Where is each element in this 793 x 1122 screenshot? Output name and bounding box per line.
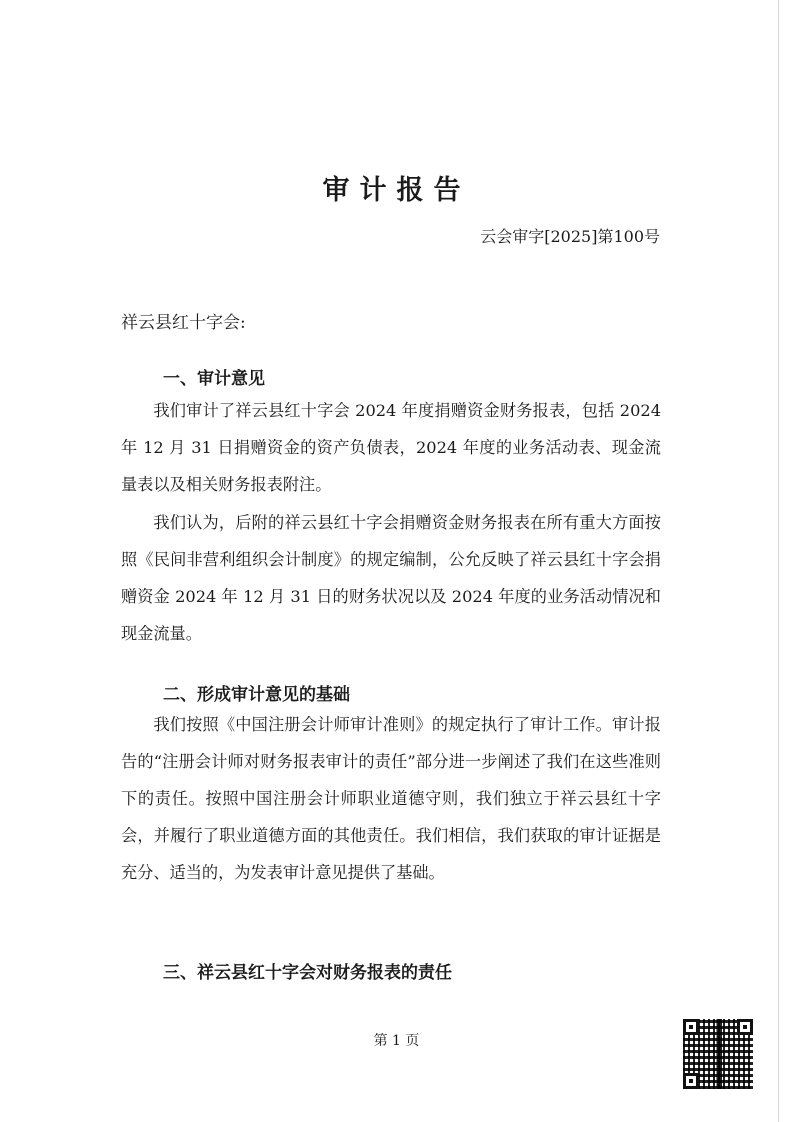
section-heading-audit-opinion: 一、审计意见 (163, 369, 265, 389)
section-heading-basis: 二、形成审计意见的基础 (163, 685, 350, 705)
qr-code-icon (683, 1019, 753, 1089)
qr-finder-icon (683, 1073, 699, 1089)
addressee: 祥云县红十字会: (121, 313, 246, 333)
paragraph-basis: 我们按照《中国注册会计师审计准则》的规定执行了审计工作。审计报告的“注册会计师对财务报表审计的责任”部分进一步阐述了我们在这些准则下的责任。按照中国注册会计师职业道德守则，我们独立于祥云县红十字会，并履行了职业道德方面的其他责任。我们相信，我们获取的审计证据是充分、适当的，为发表审计意见提供了基础。 (121, 715, 661, 882)
paragraph-opinion-statement: 我们认为，后附的祥云县红十字会捐赠资金财务报表在所有重大方面按照《民间非营利组织会计制度》的规定编制，公允反映了祥云县红十字会捐赠资金 2024 年 12 月 31 日的财务状况以及 2024 年度的业务活动情况和现金流量。 (121, 513, 661, 643)
section-heading-responsibility: 三、祥云县红十字会对财务报表的责任 (163, 963, 452, 983)
page-number: 第 1 页 (373, 1033, 420, 1049)
document-number: 云会审字[2025]第100号 (480, 227, 660, 246)
report-title: 审计报告 (322, 175, 471, 206)
qr-finder-icon (737, 1019, 753, 1035)
paragraph-opinion-scope: 我们审计了祥云县红十字会 2024 年度捐赠资金财务报表，包括 2024 年 12 月 31 日捐赠资金的资产负债表，2024 年度的业务活动表、现金流量表以及相关财务报表附注。 (121, 401, 661, 494)
qr-finder-icon (683, 1019, 699, 1035)
